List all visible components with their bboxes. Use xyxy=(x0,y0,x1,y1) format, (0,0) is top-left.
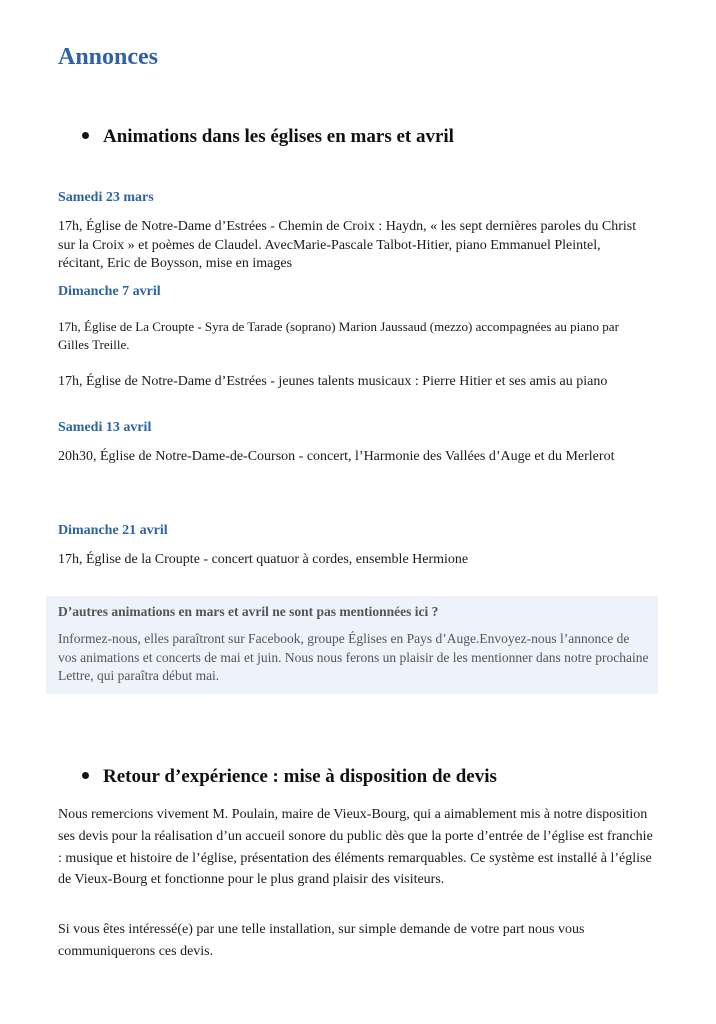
notice-body: Informez-nous, elles paraîtront sur Facebook, groupe Églises en Pays d’Auge.Envoyez-nous l’annonce de vos animations et concerts de mai et juin. Nous nous ferons un plaisir de les mentionner dans notre prochaine Lettre, qui paraîtra début mai. xyxy=(58,631,649,683)
bullet-icon xyxy=(82,772,89,779)
paragraph: Si vous êtes intéressé(e) par une telle installation, sur simple demande de votre part nous vous communiquerons ces devis. xyxy=(58,922,585,959)
section-heading-retour xyxy=(82,766,497,788)
event-item: 17h, Église de Notre-Dame d’Estrées - jeunes talents musicaux : Pierre Hitier et ses amis au piano xyxy=(58,374,608,389)
event-item: 17h, Église de la Croupte - concert quatuor à cordes, ensemble Hermione xyxy=(58,552,469,567)
section-heading-text: Animations dans les églises en mars et avril xyxy=(103,126,454,147)
page-title: Annonces xyxy=(58,44,159,70)
event-item: 17h, Église de Notre-Dame d’Estrées - Chemin de Croix : Haydn, « les sept dernières paroles du Christ sur la Croix » et poèmes de Claudel. AvecMarie-Pascale Talbot-Hitier, piano Emmanuel Pleintel, récitant, Eric de Boysson, mise en images xyxy=(58,219,637,271)
notice-box xyxy=(46,596,658,694)
paragraph: Nous remercions vivement M. Poulain, maire de Vieux-Bourg, qui a aimablement mis à notre disposition ses devis pour la réalisation d’un accueil sonore du public dès que la porte d’entrée de l’église est franchie : musique et histoire de l’église, présentation des éléments remarquables. Ce système est installé à l’église de Vieux-Bourg et fonctionne pour le plus grand plaisir des visiteurs. xyxy=(58,807,653,888)
event-date: Dimanche 21 avril xyxy=(58,523,168,538)
section-heading-text: Retour d’expérience : mise à disposition de devis xyxy=(103,766,497,787)
event-date: Dimanche 7 avril xyxy=(58,284,161,299)
notice-title: D’autres animations en mars et avril ne sont pas mentionnées ici ? xyxy=(58,604,439,619)
event-item: 17h, Église de La Croupte - Syra de Tarade (soprano) Marion Jaussaud (mezzo) accompagnées au piano par Gilles Treille. xyxy=(58,319,619,352)
event-date: Samedi 13 avril xyxy=(58,420,152,435)
section-heading-animations xyxy=(82,126,454,148)
event-date: Samedi 23 mars xyxy=(58,190,154,205)
bullet-icon xyxy=(82,132,89,139)
event-item: 20h30, Église de Notre-Dame-de-Courson - concert, l’Harmonie des Vallées d’Auge et du Merlerot xyxy=(58,449,615,464)
